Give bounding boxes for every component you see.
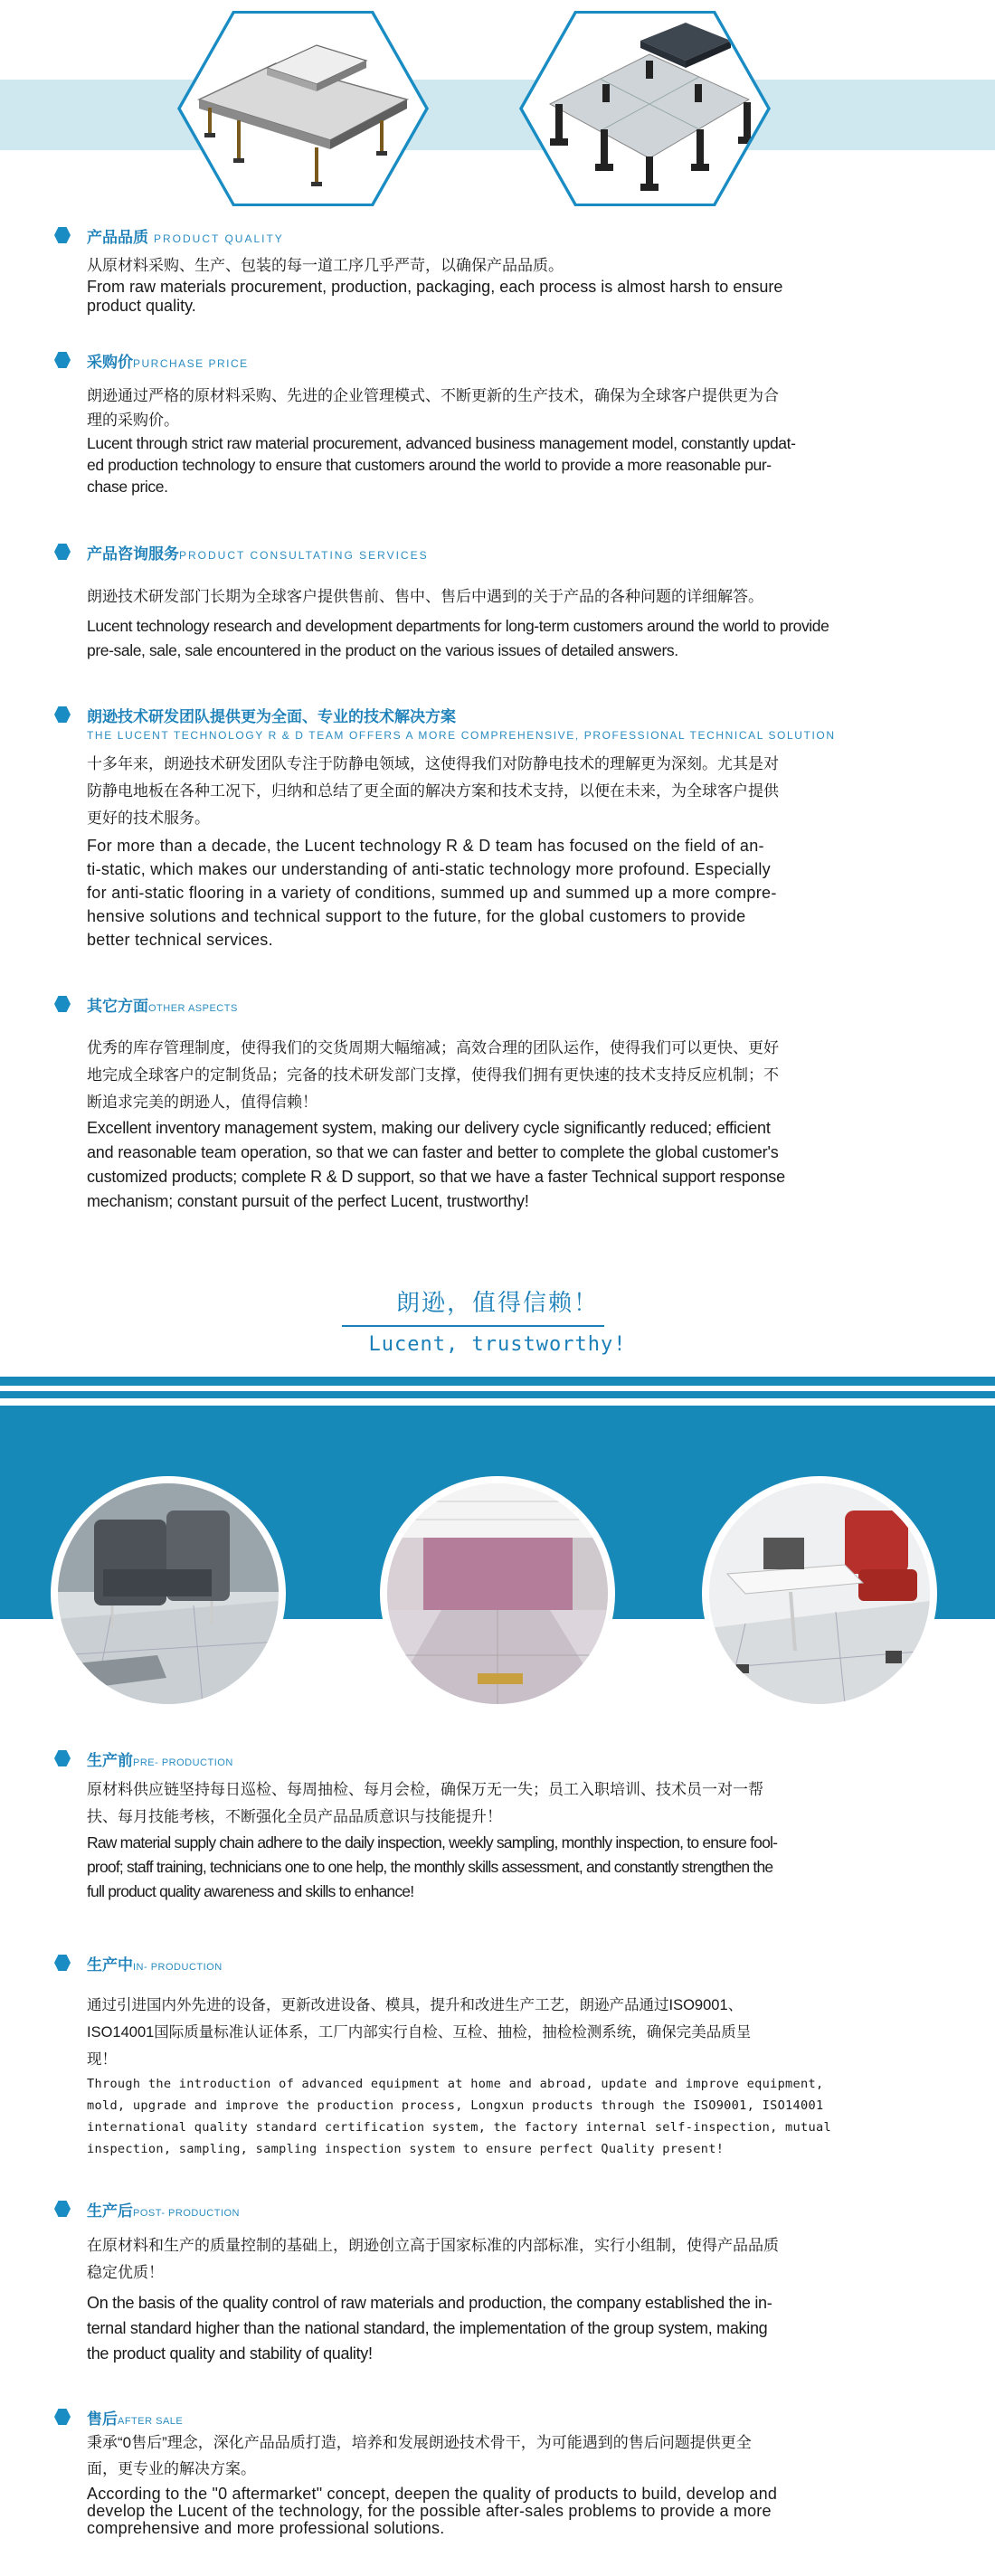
text-line: 地完成全球客户的定制货品；完备的技术研发部门支撑，使得我们拥有更快速的技术支持反应机制；不 xyxy=(87,1066,779,1084)
top-banner-band xyxy=(0,80,995,150)
section-product-quality xyxy=(87,224,919,316)
slogan-en: Lucent, trustworthy! xyxy=(368,1333,627,1356)
paragraph-cn xyxy=(87,1035,919,1116)
heading-en: OTHER ASPECTS xyxy=(148,1003,238,1014)
heading-cn: 生产前 xyxy=(87,1752,133,1769)
hexagon-bullet-icon xyxy=(54,2201,71,2217)
text-line: international quality standard certification system, the factory internal self-inspection, mutual xyxy=(87,2120,831,2135)
text-line: Raw material supply chain adhere to the daily inspection, weekly sampling, monthly inspection, to ensure fool- xyxy=(87,1833,778,1852)
paragraph-cn: 从原材料采购、生产、包装的每一道工序几乎严苛，以确保产品品质。 xyxy=(87,257,564,274)
paragraph-en xyxy=(87,834,919,952)
text-line: better technical services. xyxy=(87,931,273,949)
raised-floor-panel-image xyxy=(177,11,429,206)
text-line: From raw materials procurement, production, packaging, each process is almost harsh to ensure xyxy=(87,278,783,296)
text-line: inspection, sampling, sampling inspection system to ensure perfect Quality present! xyxy=(87,2142,725,2156)
text-line: 通过引进国内外先进的设备，更新改进设备、模具，提升和改进生产工艺，朗逊产品通过ISO9001、 xyxy=(87,1997,744,2013)
paragraph-cn xyxy=(87,384,919,432)
text-line: pre-sale, sale, sale encountered in the product on the various issues of detailed answers. xyxy=(87,641,678,659)
paragraph-cn: 朗逊技术研发部门长期为全球客户提供售前、售中、售后中遇到的关于产品的各种问题的详细解答。 xyxy=(87,588,763,605)
decorative-stripe xyxy=(0,1377,995,1386)
section-in-production xyxy=(87,1952,919,2160)
text-line: Through the introduction of advanced equipment at home and abroad, update and improve equipment, xyxy=(87,2077,824,2091)
heading-cn: 其它方面 xyxy=(87,998,148,1015)
section-heading xyxy=(87,224,919,248)
text-line: Lucent through strict raw material procurement, advanced business management model, constantly updat- xyxy=(87,434,796,452)
paragraph-cn xyxy=(87,2232,919,2287)
workstation-floor-photo xyxy=(702,1476,937,1711)
text-line: and reasonable team operation, so that we can faster and better to complete the global customer's xyxy=(87,1143,779,1161)
paragraph-en xyxy=(87,432,919,497)
text-line: 断追求完美的朗逊人，值得信赖！ xyxy=(87,1094,317,1111)
text-line: 稳定优质！ xyxy=(87,2264,164,2281)
text-line: ed production technology to ensure that customers around the world to provide a more reasonable pur- xyxy=(87,456,772,474)
section-heading xyxy=(87,704,919,727)
text-line: Excellent inventory management system, making our delivery cycle significantly reduced; efficient xyxy=(87,1119,771,1137)
section-heading xyxy=(87,349,919,373)
text-line: 现！ xyxy=(87,2051,117,2068)
text-line: 防静电地板在各种工况下，归纳和总结了更全面的解决方案和技术支持，以便在未来，为全球客户提供 xyxy=(87,782,779,800)
floor-pedestal-assembly-image xyxy=(519,11,771,206)
text-line: On the basis of the quality control of raw materials and production, the company established the in- xyxy=(87,2294,772,2312)
section-rd-team xyxy=(87,704,919,952)
section-heading xyxy=(87,2406,919,2429)
text-line: mold, upgrade and improve the production process, Longxun products through the ISO9001, ISO14001 xyxy=(87,2098,824,2113)
text-line: full product quality awareness and skills to enhance! xyxy=(87,1882,414,1900)
text-line: 理的采购价。 xyxy=(87,412,179,429)
paragraph-cn xyxy=(87,1992,919,2073)
section-heading xyxy=(87,2198,919,2221)
heading-en: PRE- PRODUCTION xyxy=(133,1757,233,1768)
text-line: customized products; complete R & D support, so that we have a faster Technical support response xyxy=(87,1168,785,1186)
text-line: proof; staff training, technicians one to one help, the monthly skills assessment, and constantly strengthen the xyxy=(87,1858,773,1876)
text-line: ti-static, which makes our understanding of anti-static technology more profound. Especially xyxy=(87,860,771,878)
section-pre-production xyxy=(87,1747,919,1904)
hexagon-bullet-icon xyxy=(54,1750,71,1766)
paragraph-en xyxy=(87,2073,919,2160)
section-heading xyxy=(87,1747,919,1771)
heading-en: THE LUCENT TECHNOLOGY R & D TEAM OFFERS A MORE COMPREHENSIVE, PROFESSIONAL TECHNICAL SOLUTION xyxy=(87,729,836,742)
hexagon-bullet-icon xyxy=(54,544,71,560)
text-line: the product quality and stability of quality! xyxy=(87,2344,373,2363)
text-line: 朗逊通过严格的原材料采购、先进的企业管理模式、不断更新的生产技术，确保为全球客户提供更为合 xyxy=(87,387,779,404)
slogan-divider xyxy=(342,1325,604,1327)
section-heading xyxy=(87,541,919,564)
text-line: for anti-static flooring in a variety of conditions, summed up and summed up a more compre- xyxy=(87,884,777,902)
paragraph-cn xyxy=(87,1776,919,1831)
text-line: hensive solutions and technical support to the future, for the global customers to provide xyxy=(87,907,746,925)
text-line: 扶、每月技能考核，不断强化全员产品品质意识与技能提升！ xyxy=(87,1808,502,1825)
paragraph-en xyxy=(87,2290,919,2366)
heading-cn: 售后 xyxy=(87,2410,118,2428)
text-line: ternal standard higher than the national standard, the implementation of the group system, making xyxy=(87,2319,768,2337)
hexagon-bullet-icon xyxy=(54,996,71,1012)
paragraph-cn xyxy=(87,751,919,832)
section-purchase-price xyxy=(87,349,919,497)
hexagon-bullet-icon xyxy=(54,706,71,723)
office-lounge-photo xyxy=(51,1476,286,1711)
paragraph-cn xyxy=(87,2429,919,2482)
text-line: ISO14001国际质量标准认证体系，工厂内部实行自检、互检、抽检，抽检检测系统，确保完美品质呈 xyxy=(87,2024,752,2041)
hexagon-bullet-icon xyxy=(54,352,71,368)
heading-cn: 朗逊技术研发团队提供更为全面、专业的技术解决方案 xyxy=(87,708,456,725)
text-line: chase price. xyxy=(87,478,168,496)
heading-en: IN- PRODUCTION xyxy=(133,1962,223,1973)
heading-en: PRODUCT CONSULTATING SERVICES xyxy=(179,549,429,562)
paragraph-en xyxy=(87,278,919,316)
text-line: 面，更专业的解决方案。 xyxy=(87,2460,256,2477)
text-line: comprehensive and more professional solutions. xyxy=(87,2519,445,2537)
data-room-floor-photo xyxy=(380,1476,615,1711)
decorative-stripe xyxy=(0,1391,995,1398)
paragraph-en xyxy=(87,2486,919,2537)
text-line: 优秀的库存管理制度，使得我们的交货周期大幅缩减；高效合理的团队运作，使得我们可以更快、更好 xyxy=(87,1039,779,1056)
heading-cn: 采购价 xyxy=(87,354,133,371)
heading-cn: 生产中 xyxy=(87,1956,133,1974)
section-after-sale xyxy=(87,2406,919,2537)
heading-en: AFTER SALE xyxy=(118,2416,184,2427)
heading-cn: 产品咨询服务 xyxy=(87,545,179,563)
section-heading xyxy=(87,993,919,1017)
section-heading xyxy=(87,1952,919,1975)
section-post-production xyxy=(87,2198,919,2366)
text-line: For more than a decade, the Lucent technology R & D team has focused on the field of an- xyxy=(87,837,764,855)
text-line: 原材料供应链坚持每日巡检、每周抽检、每月会检，确保万无一失；员工入职培训、技术员一对一帮 xyxy=(87,1781,763,1798)
heading-en: PURCHASE PRICE xyxy=(133,357,249,370)
paragraph-en xyxy=(87,1831,919,1904)
text-line: Lucent technology research and development departments for long-term customers around the world to provide xyxy=(87,617,829,635)
text-line: 更好的技术服务。 xyxy=(87,810,210,827)
heading-cn: 生产后 xyxy=(87,2202,133,2220)
paragraph-en xyxy=(87,1116,919,1214)
section-other-aspects xyxy=(87,993,919,1214)
heading-en: POST- PRODUCTION xyxy=(133,2208,241,2219)
text-line: 秉承“0售后”理念，深化产品品质打造，培养和发展朗逊技术骨干，为可能遇到的售后问题提供更全 xyxy=(87,2434,752,2451)
paragraph-en xyxy=(87,614,919,663)
hexagon-bullet-icon xyxy=(54,1955,71,1971)
hexagon-bullet-icon xyxy=(54,227,71,243)
text-line: product quality. xyxy=(87,297,196,315)
section-consulting-services xyxy=(87,541,919,663)
text-line: According to the "0 aftermarket" concept, deepen the quality of products to build, develop and xyxy=(87,2485,778,2503)
text-line: 十多年来，朗逊技术研发团队专注于防静电领域，这使得我们对防静电技术的理解更为深刻。尤其是对 xyxy=(87,755,779,772)
heading-cn: 产品品质 xyxy=(87,229,148,246)
text-line: develop the Lucent of the technology, for the possible after-sales problems to provide a more xyxy=(87,2502,772,2520)
slogan-cn: 朗逊，值得信赖！ xyxy=(395,1289,599,1316)
hexagon-bullet-icon xyxy=(54,2409,71,2425)
text-line: mechanism; constant pursuit of the perfect Lucent, trustworthy! xyxy=(87,1192,529,1210)
heading-en: PRODUCT QUALITY xyxy=(154,232,284,245)
text-line: 在原材料和生产的质量控制的基础上，朗逊创立高于国家标准的内部标准，实行小组制，使得产品品质 xyxy=(87,2237,779,2254)
